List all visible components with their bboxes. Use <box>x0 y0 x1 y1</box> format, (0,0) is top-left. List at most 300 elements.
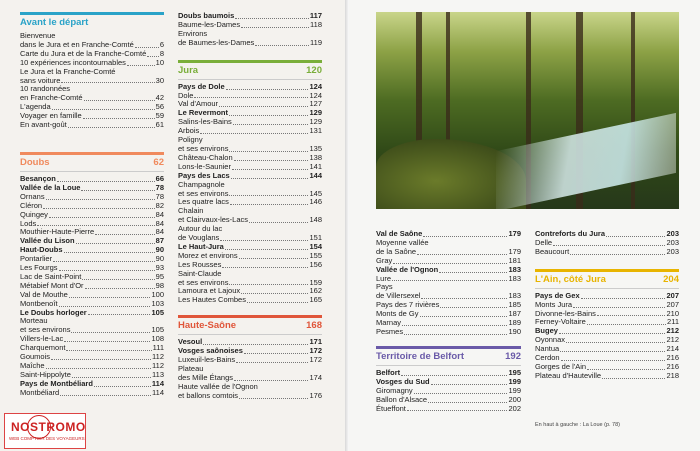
toc-entry-page: 183 <box>508 291 521 301</box>
dot-leader <box>71 332 150 333</box>
toc-entry-title: Cléron <box>20 200 43 210</box>
dot-leader <box>239 258 309 259</box>
toc-entry-page: 183 <box>508 273 521 283</box>
toc-entry-page: 172 <box>309 355 322 365</box>
toc-entry-page: 129 <box>309 108 322 118</box>
dot-leader <box>417 254 507 255</box>
toc-entry-title: Baume-les-Dames <box>178 19 241 29</box>
ain-color-bar <box>535 269 679 272</box>
dot-leader <box>59 306 151 307</box>
toc-entry[interactable] <box>376 405 521 414</box>
dot-leader <box>407 410 508 411</box>
dot-leader <box>235 18 309 19</box>
dot-leader <box>241 293 308 294</box>
hautesaone-color-bar <box>178 315 322 318</box>
toc-entry-title: de Vouglans <box>178 233 220 243</box>
toc-entry-page: 190 <box>508 326 521 336</box>
toc-entry-title: Divonne-les-Bains <box>535 308 596 318</box>
toc-entry-title: Métabief Mont d'Or <box>20 280 84 290</box>
toc-entry-page: 171 <box>309 337 322 347</box>
toc-entry-title: Val de Saône <box>376 229 423 238</box>
toc-entry: Haute vallée de l'Ognon <box>178 381 258 391</box>
toc-entry-page: 127 <box>309 99 322 109</box>
jura-color-bar <box>178 60 322 63</box>
section-header-haute-saone[interactable] <box>178 320 322 335</box>
toc-entry[interactable] <box>178 39 322 48</box>
dot-leader <box>85 288 155 289</box>
toc-entry-title: Pays de Dole <box>178 81 225 91</box>
toc-entry-title: Nantua <box>535 344 560 354</box>
toc-entry-title: Vosges du Sud <box>376 376 430 386</box>
dot-leader <box>72 377 151 378</box>
logo-subtitle: WEB COMPTOIR DES VOYAGEURS <box>9 436 85 441</box>
belfort-continued-list <box>535 230 679 257</box>
toc-entry-page: 203 <box>666 246 679 256</box>
toc-entry-title: Lac de Saint-Point <box>20 271 82 281</box>
toc-entry[interactable] <box>535 248 679 257</box>
toc-entry-title: Les Hautes Combes <box>178 295 246 305</box>
toc-entry-title: L'agenda <box>20 102 51 112</box>
dot-leader <box>84 100 155 101</box>
toc-entry-page: 199 <box>508 376 521 386</box>
toc-entry-title: Les quatre lacs <box>178 197 229 207</box>
dot-leader <box>229 115 308 116</box>
toc-entry-title: Mouthier-Haute-Pierre <box>20 227 95 237</box>
toc-entry-title: Pays de Gex <box>535 290 580 300</box>
toc-entry-title: Delle <box>535 237 553 247</box>
toc-entry-title: Vallée de la Loue <box>20 182 81 192</box>
dot-leader <box>76 243 155 244</box>
doubs-continued-list <box>178 12 322 48</box>
dot-leader <box>83 118 155 119</box>
toc-entry: Pays <box>376 282 393 292</box>
toc-entry-page: 114 <box>151 378 164 388</box>
toc-entry-title: Lamoura et Lajoux <box>178 286 241 296</box>
toc-entry[interactable] <box>535 372 679 381</box>
toc-entry-title: dans le Jura et en Franche-Comté <box>20 39 134 49</box>
toc-entry-title: Pays de Montbéliard <box>20 378 93 388</box>
toc-entry-page: 195 <box>508 367 521 377</box>
toc-entry-page: 189 <box>508 318 521 328</box>
toc-subsection[interactable] <box>376 266 521 275</box>
toc-entry[interactable] <box>376 328 521 337</box>
toc-entry-page: 211 <box>667 317 679 327</box>
dot-leader <box>431 384 508 385</box>
dot-leader <box>236 362 308 363</box>
toc-entry-title: sans voiture <box>20 75 61 85</box>
toc-entry-page: 146 <box>309 197 322 207</box>
dot-leader <box>51 359 151 360</box>
toc-entry: Le Jura et la Franche-Comté <box>20 66 116 76</box>
dot-leader <box>553 245 665 246</box>
toc-entry-title: et ses environs <box>20 325 71 335</box>
dot-leader <box>597 315 666 316</box>
dot-leader <box>194 97 308 98</box>
section-page: 168 <box>306 320 322 332</box>
toc-entry-title: Goumois <box>20 352 51 362</box>
toc-entry-title: et ballons comtois <box>178 390 239 400</box>
toc-entry-page: 30 <box>155 75 164 85</box>
dot-leader <box>587 324 666 325</box>
toc-entry-title: Cerdon <box>535 353 560 363</box>
dot-leader <box>233 124 309 125</box>
toc-entry-title: Arbois <box>178 126 200 136</box>
dot-leader <box>61 82 154 83</box>
toc-entry-page: 162 <box>309 286 322 296</box>
dot-leader <box>420 316 508 317</box>
toc-entry-page: 216 <box>666 361 679 371</box>
dot-leader <box>95 234 154 235</box>
dot-leader <box>49 217 155 218</box>
toc-entry-title: Montbenoît <box>20 298 58 308</box>
toc-entry-page: 144 <box>309 170 322 180</box>
toc-entry: Chalain <box>178 206 204 216</box>
toc-entry-page: 207 <box>666 299 679 309</box>
section-header-belfort[interactable] <box>376 351 521 366</box>
toc-entry-title: Val d'Amour <box>178 99 219 109</box>
toc-entry-title: Salins-les-Bains <box>178 117 232 127</box>
intro-entry-list <box>20 32 164 130</box>
toc-entry-page: 42 <box>155 93 164 103</box>
toc-entry-title: Gorges de l'Ain <box>535 361 587 371</box>
dot-leader <box>560 351 665 352</box>
toc-entry-page: 181 <box>508 255 521 265</box>
dot-leader <box>606 236 665 237</box>
dot-leader <box>225 249 309 250</box>
toc-entry-page: 159 <box>309 277 322 287</box>
section-title: Jura <box>178 64 199 76</box>
toc-entry: Champagnole <box>178 179 225 189</box>
dot-leader <box>428 402 507 403</box>
toc-entry-title: Pays des Lacs <box>178 170 230 180</box>
toc-entry-page: 98 <box>155 280 164 290</box>
dot-leader <box>203 344 308 345</box>
dot-leader <box>220 240 308 241</box>
belfort-entry-list <box>376 369 521 414</box>
dot-leader <box>231 178 309 179</box>
toc-entry-title: Vosges saônoises <box>178 346 243 356</box>
dot-leader <box>219 106 308 107</box>
dot-leader <box>64 341 150 342</box>
dot-leader <box>439 272 507 273</box>
dot-leader <box>392 280 507 281</box>
toc-entry-page: 56 <box>155 102 164 112</box>
toc-entry-page: 8 <box>159 48 164 58</box>
toc-column-4 <box>535 230 679 381</box>
toc-entry-page: 61 <box>155 120 164 130</box>
dot-leader <box>414 393 508 394</box>
toc-entry-title: Luxeuil-les-Bains <box>178 355 236 365</box>
toc-entry-title: Quingey <box>20 209 48 219</box>
dot-leader <box>53 261 155 262</box>
toc-entry-page: 138 <box>309 152 322 162</box>
dot-leader <box>249 222 308 223</box>
toc-column-1 <box>20 12 164 398</box>
dot-leader <box>247 302 309 303</box>
toc-entry-page: 93 <box>155 263 164 273</box>
dot-leader <box>200 133 308 134</box>
section-page: 120 <box>306 64 322 76</box>
toc-entry-title: Doubs baumois <box>178 11 235 20</box>
ain-entry-list <box>535 292 679 381</box>
toc-entry-page: 156 <box>309 259 322 269</box>
toc-entry: Environs <box>178 28 208 38</box>
nostromo-logo <box>4 413 86 449</box>
toc-entry-title: Ornans <box>20 191 45 201</box>
toc-entry-title: Lods <box>20 218 37 228</box>
toc-entry-page: 165 <box>309 295 322 305</box>
dot-leader <box>46 199 155 200</box>
toc-entry-page: 207 <box>666 290 679 300</box>
toc-entry-page: 114 <box>152 387 164 397</box>
toc-entry: Moyenne vallée <box>376 237 429 247</box>
toc-entry-page: 187 <box>508 309 521 319</box>
photo-caption: En haut à gauche : La Loue (p. 78) <box>535 422 621 428</box>
dot-leader <box>230 204 309 205</box>
toc-entry[interactable] <box>178 118 322 127</box>
toc-entry-title: Contreforts du Jura <box>535 229 606 238</box>
dot-leader <box>88 314 151 315</box>
dot-leader <box>226 89 309 90</box>
toc-entry-title: Pays des 7 rivières <box>376 300 440 310</box>
toc-entry[interactable] <box>20 389 164 398</box>
toc-entry[interactable] <box>20 211 164 220</box>
toc-column-2 <box>178 12 322 401</box>
dot-leader <box>232 169 309 170</box>
dot-leader <box>440 307 507 308</box>
toc-entry[interactable] <box>178 296 322 305</box>
toc-entry-page: 145 <box>309 188 322 198</box>
toc-entry[interactable] <box>20 121 164 130</box>
toc-entry: 10 randonnées <box>20 84 71 94</box>
toc-entry-title: Le Revermont <box>178 108 229 118</box>
jura-entry-list <box>178 83 322 306</box>
toc-entry-title: Besançon <box>20 173 56 183</box>
toc-entry-page: 90 <box>155 254 164 264</box>
section-page: 192 <box>505 350 521 362</box>
dot-leader <box>404 334 507 335</box>
toc-entry-title: Carte du Jura et de la Franche-Comté <box>20 48 147 58</box>
toc-entry-page: 141 <box>309 161 322 171</box>
haute-saone-continued-list <box>376 230 521 337</box>
toc-entry-title: Charquemont <box>20 343 66 353</box>
toc-column-3 <box>376 230 521 413</box>
dot-leader <box>401 375 507 376</box>
doubs-entry-list <box>20 175 164 398</box>
toc-entry-page: 119 <box>310 37 322 47</box>
toc-entry[interactable] <box>376 248 521 257</box>
dot-leader <box>81 190 154 191</box>
toc-entry-title: de Baumes-les-Dames <box>178 37 255 47</box>
toc-entry-page: 84 <box>155 227 164 237</box>
section-title: Doubs <box>20 156 50 168</box>
toc-entry-page: 111 <box>152 343 164 353</box>
toc-entry-page: 154 <box>309 241 322 251</box>
toc-entry-title: et ses environs <box>178 143 229 153</box>
dot-leader <box>239 398 308 399</box>
toc-entry-page: 185 <box>508 300 521 310</box>
section-header-ain[interactable] <box>535 274 679 289</box>
doubs-color-bar <box>20 152 164 155</box>
toc-entry-page: 118 <box>310 19 322 29</box>
toc-entry: Saint-Claude <box>178 268 222 278</box>
toc-entry-title: Vallée du Lison <box>20 236 75 246</box>
section-header-doubs[interactable] <box>20 157 164 172</box>
dot-leader <box>68 127 155 128</box>
toc-entry-page: 200 <box>508 394 521 404</box>
logo-name: NOSTROMO <box>11 420 86 434</box>
toc-entry-page: 216 <box>666 353 679 363</box>
dot-leader <box>402 325 507 326</box>
toc-entry-page: 151 <box>309 233 322 243</box>
dot-leader <box>581 298 666 299</box>
toc-entry-page: 95 <box>155 271 164 281</box>
toc-entry-title: Villers-le-Lac <box>20 334 64 344</box>
toc-entry-title: de la Saône <box>376 246 417 256</box>
dot-leader <box>57 181 155 182</box>
dot-leader <box>241 27 309 28</box>
toc-subsection[interactable] <box>178 83 322 92</box>
section-title: Territoire de Belfort <box>376 350 464 362</box>
dot-leader <box>43 208 155 209</box>
dot-leader <box>570 254 665 255</box>
toc-entry-page: 172 <box>309 346 322 356</box>
toc-entry-page: 148 <box>309 215 322 225</box>
toc-entry: Autour du lac <box>178 224 223 234</box>
toc-entry-page: 176 <box>309 390 322 400</box>
dot-leader <box>59 270 155 271</box>
dot-leader <box>222 267 308 268</box>
dot-leader <box>255 45 309 46</box>
dot-leader <box>244 353 309 354</box>
toc-subsection[interactable] <box>535 230 679 239</box>
toc-entry-page: 135 <box>309 143 322 153</box>
toc-entry-page: 203 <box>666 229 679 238</box>
toc-entry-page: 87 <box>155 236 164 246</box>
toc-entry-title: Montbéliard <box>20 387 60 397</box>
toc-entry-title: Dole <box>178 90 194 100</box>
toc-entry[interactable] <box>376 275 521 284</box>
toc-entry: Bienvenue <box>20 31 56 40</box>
dot-leader <box>561 360 666 361</box>
toc-entry: Morteau <box>20 316 48 326</box>
toc-entry-page: 113 <box>152 369 164 379</box>
toc-entry-title: en Franche-Comté <box>20 93 83 103</box>
dot-leader <box>423 236 507 237</box>
toc-entry-title: Morez et environs <box>178 250 238 260</box>
dot-leader <box>602 378 665 379</box>
toc-entry-title: Lure <box>376 273 392 283</box>
toc-entry-title: des Mille Étangs <box>178 372 234 382</box>
toc-entry-page: 82 <box>155 200 164 210</box>
toc-entry-page: 179 <box>508 229 521 238</box>
toc-entry-title: Giromagny <box>376 385 413 395</box>
toc-entry-title: et Clairvaux-les-Lacs <box>178 215 249 225</box>
toc-entry-title: En avant-goût <box>20 120 67 130</box>
belfort-color-bar <box>376 346 521 349</box>
dot-leader <box>60 395 151 396</box>
dot-leader <box>66 350 151 351</box>
toc-entry-page: 6 <box>159 39 164 49</box>
section-title: Haute-Saône <box>178 320 237 332</box>
dot-leader <box>69 297 151 298</box>
dot-leader <box>234 380 308 381</box>
toc-entry-title: Vallée de l'Ognon <box>376 264 439 274</box>
toc-entry-title: Pontarlier <box>20 254 53 264</box>
toc-entry-page: 203 <box>666 237 679 247</box>
toc-entry-title: Ballon d'Alsace <box>376 394 428 404</box>
toc-entry-title: Beaucourt <box>535 246 570 256</box>
dot-leader <box>587 369 665 370</box>
dot-leader <box>229 195 308 196</box>
toc-entry[interactable] <box>178 392 322 401</box>
dot-leader <box>64 252 155 253</box>
dot-leader <box>37 225 154 226</box>
toc-entry-page: 202 <box>508 403 521 413</box>
toc-entry-page: 78 <box>155 182 164 192</box>
toc-entry-page: 131 <box>309 126 322 136</box>
toc-entry-title: Les Rousses <box>178 259 222 269</box>
toc-entry-title: et ses environs <box>178 188 229 198</box>
toc-entry-page: 179 <box>508 246 521 256</box>
toc-entry-page: 155 <box>309 250 322 260</box>
dot-leader <box>234 160 309 161</box>
dot-leader <box>127 65 155 66</box>
dot-leader <box>147 56 159 57</box>
dot-leader <box>229 284 308 285</box>
dot-leader <box>94 386 151 387</box>
dot-leader <box>46 368 151 369</box>
toc-entry-title: Lons-le-Saunier <box>178 161 231 171</box>
toc-entry-page: 105 <box>151 325 164 335</box>
dot-leader <box>559 333 666 334</box>
toc-entry-page: 129 <box>309 117 322 127</box>
toc-entry-title: Haut-Doubs <box>20 245 63 255</box>
toc-entry-page: 10 <box>155 57 164 67</box>
toc-entry-page: 212 <box>666 326 679 336</box>
toc-entry-title: Vesoul <box>178 337 203 347</box>
toc-entry-page: 210 <box>666 308 679 318</box>
toc-entry-title: Saint-Hippolyte <box>20 369 71 379</box>
section-page: 62 <box>153 156 164 168</box>
toc-entry-page: 112 <box>152 361 164 370</box>
toc-entry: Poligny <box>178 135 203 145</box>
toc-entry-title: Monts de Gy <box>376 309 419 319</box>
toc-entry-title: Château-Chalon <box>178 152 233 162</box>
toc-entry-title: Étueffont <box>376 403 406 413</box>
toc-entry-title: Ferney-Voltaire <box>535 317 586 327</box>
intro-heading: Avant le départ <box>20 17 89 28</box>
toc-entry: Plateau <box>178 364 204 373</box>
toc-entry-page: 90 <box>155 245 164 255</box>
haute-saone-entry-list <box>178 338 322 400</box>
toc-entry-title: Gray <box>376 255 393 265</box>
toc-entry-page: 105 <box>151 307 164 317</box>
toc-entry-page: 174 <box>309 372 322 382</box>
toc-entry-title: Voyager en famille <box>20 111 82 121</box>
toc-entry-page: 199 <box>508 385 521 395</box>
dot-leader <box>52 109 155 110</box>
toc-entry-page: 218 <box>666 370 679 380</box>
toc-entry-title: 10 expériences incontournables <box>20 57 126 67</box>
dot-leader <box>82 279 154 280</box>
toc-entry-page: 66 <box>155 173 164 183</box>
dot-leader <box>573 307 665 308</box>
toc-entry-title: Les Fourgs <box>20 263 58 273</box>
intro-color-bar <box>20 12 164 15</box>
toc-entry-page: 59 <box>155 111 164 121</box>
section-header-jura[interactable] <box>178 65 322 80</box>
